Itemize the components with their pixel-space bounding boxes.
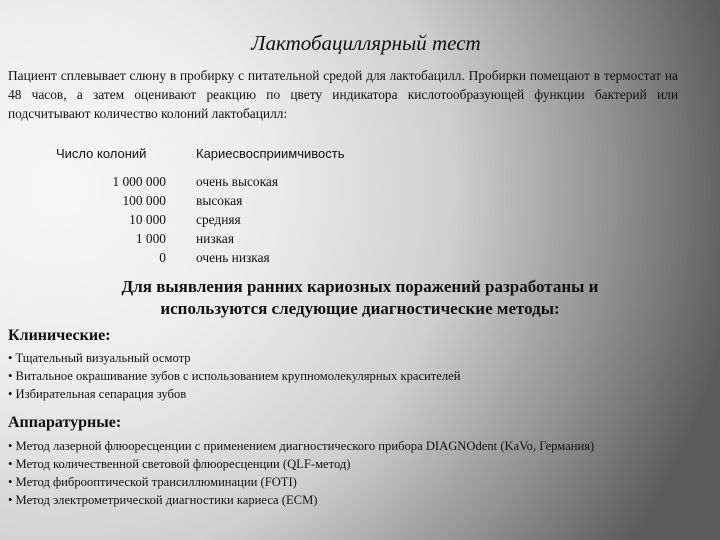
clinical-methods-list: [8, 349, 698, 403]
clinical-section-title: Клинические:: [8, 327, 111, 344]
methods-heading-line: Для выявления ранних кариозных поражений разработаны и: [121, 277, 599, 296]
table-cell-level: низкая: [196, 231, 235, 246]
hardware-methods-list: [8, 437, 698, 509]
list-item: • Метод фиброоптической трансиллюминации (FOTI): [8, 475, 297, 489]
table-cell-level: очень низкая: [196, 250, 270, 265]
table-column-counts: [60, 172, 166, 267]
table-cell-level: высокая: [196, 193, 243, 208]
table-cell-count: 1 000 000: [112, 174, 166, 189]
table-cell-level: очень высокая: [196, 174, 279, 189]
page-title: Лактобациллярный тест: [251, 31, 481, 55]
list-item: • Метод электрометрической диагностики кариеса (ECM): [8, 493, 318, 507]
table-cell-count: 10 000: [129, 212, 166, 227]
methods-heading-line: используются следующие диагностические методы:: [160, 299, 560, 318]
table-header-caries-susceptibility: Кариесвосприимчивость: [196, 146, 345, 161]
table-cell-count: 100 000: [122, 193, 166, 208]
table-header-colony-count: Число колоний: [56, 146, 147, 161]
methods-heading: [0, 276, 720, 320]
list-item: • Метод лазерной флюоресценции с применением диагностического прибора DIAGNOdent (KaVo, Германия): [8, 439, 595, 453]
table-column-levels: [196, 172, 278, 267]
list-item: • Тщательный визуальный осмотр: [8, 351, 191, 365]
list-item: • Витальное окрашивание зубов с использованием крупномолекулярных красителей: [8, 369, 461, 383]
list-item: • Избирательная сепарация зубов: [8, 387, 187, 401]
hardware-section-title: Аппаратурные:: [8, 414, 122, 431]
table-cell-level: средняя: [196, 212, 241, 227]
table-cell-count: 0: [159, 250, 166, 265]
table-cell-count: 1 000: [135, 231, 166, 246]
intro-paragraph: Пациент сплевывает слюну в пробирку с питательной средой для лактобацилл. Пробирки помещают в термостат на 48 часов, а затем оценивают реакцию по цвету индикатора кислотообразующей функции бактерий или подсчитывают количество колоний лактобацилл:: [8, 68, 678, 121]
list-item: • Метод количественной световой флюоресценции (QLF-метод): [8, 457, 351, 471]
